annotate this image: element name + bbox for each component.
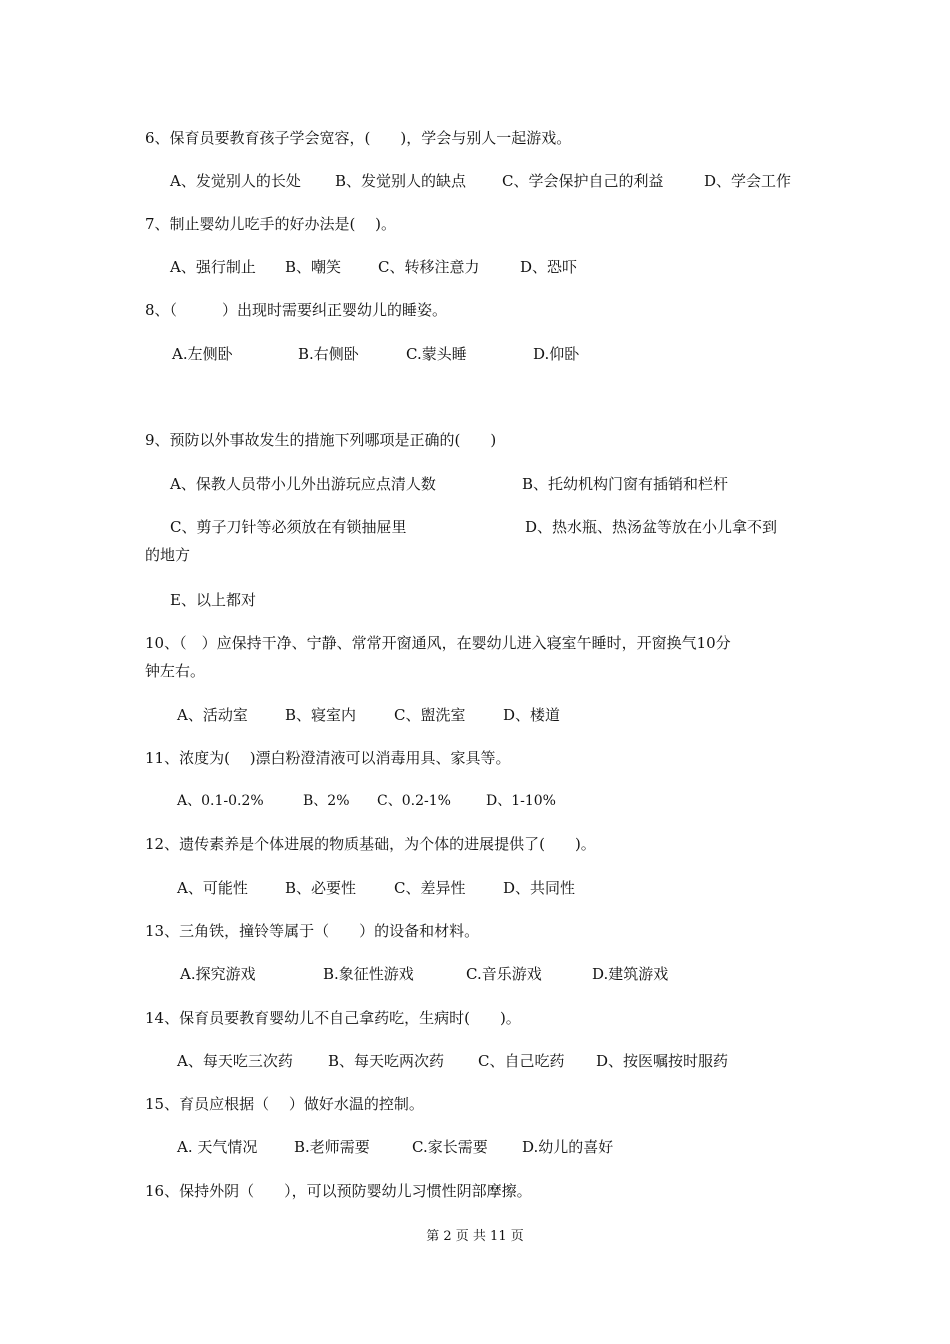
option-b: B、每天吃两次药 [328,1052,445,1070]
option-b: B、寝室内 [285,706,357,724]
question-14-stem: 14、保育员要教育婴幼儿不自己拿药吃，生病时( )。 [145,1009,521,1027]
option-a: A、可能性 [177,879,248,897]
option-d: D、1-10% [486,793,556,809]
option-d: D、学会工作 [704,172,792,190]
option-b: B、发觉别人的缺点 [335,172,467,190]
question-9-stem: 9、预防以外事故发生的措施下列哪项是正确的( ) [145,431,497,449]
option-c: C、盥洗室 [394,706,466,724]
option-c: C、学会保护自己的利益 [502,172,664,190]
option-a: A.探究游戏 [180,965,256,983]
option-c: C、差异性 [394,879,466,897]
option-a: A、每天吃三次药 [177,1052,293,1070]
question-10-stem: 10、（ ）应保持干净、宁静、常常开窗通风，在婴幼儿进入寝室午睡时，开窗换气10分 [145,634,731,652]
question-10-stem-continuation: 钟左右。 [145,662,206,680]
option-d: D、楼道 [503,706,561,724]
option-d: D、共同性 [503,879,576,897]
option-c: C、自己吃药 [478,1052,565,1070]
option-b: B.老师需要 [294,1138,370,1156]
option-b: B.右侧卧 [298,345,359,363]
option-c: C.家长需要 [412,1138,488,1156]
option-a: A、0.1-0.2% [177,793,264,809]
question-13-stem: 13、三角铁，撞铃等属于（ ）的设备和材料。 [145,922,480,940]
option-a: A.左侧卧 [172,345,233,363]
option-c: C、剪子刀针等必须放在有锁抽屉里 [170,518,407,536]
option-b: B、必要性 [285,879,357,897]
option-b: B.象征性游戏 [323,965,414,983]
question-8-stem: 8、（ ）出现时需要纠正婴幼儿的睡姿。 [145,301,448,319]
option-d: D、恐吓 [520,258,578,276]
option-c: C、0.2-1% [377,793,451,809]
page-footer: 第 2 页 共 11 页 [426,1229,524,1244]
question-15-stem: 15、育员应根据（ ）做好水温的控制。 [145,1095,424,1113]
option-d: D、按医嘱按时服药 [596,1052,729,1070]
option-d-continuation: 的地方 [145,546,191,564]
option-a: A、强行制止 [170,258,256,276]
option-d: D.幼儿的喜好 [522,1138,614,1156]
question-16-stem: 16、保持外阴（ ），可以预防婴幼儿习惯性阴部摩擦。 [145,1182,532,1200]
option-d: D.建筑游戏 [592,965,669,983]
option-d: D.仰卧 [533,345,580,363]
option-c: C.蒙头睡 [406,345,467,363]
question-11-stem: 11、浓度为( )漂白粉澄清液可以消毒用具、家具等。 [145,749,511,767]
option-a: A、活动室 [177,706,248,724]
option-c: C、转移注意力 [378,258,480,276]
option-b: B、嘲笑 [285,258,342,276]
option-a: A、保教人员带小儿外出游玩应点清人数 [170,475,436,493]
question-6-stem: 6、保育员要教育孩子学会宽容，( )，学会与别人一起游戏。 [145,129,572,147]
option-e: E、以上都对 [170,591,256,609]
option-a: A. 天气情况 [177,1138,258,1156]
option-c: C.音乐游戏 [466,965,542,983]
option-b: B、2% [303,793,350,809]
question-7-stem: 7、制止婴幼儿吃手的好办法是( )。 [145,215,397,233]
option-b: B、托幼机构门窗有插销和栏杆 [522,475,729,493]
option-a: A、发觉别人的长处 [170,172,301,190]
question-12-stem: 12、遗传素养是个体进展的物质基础，为个体的进展提供了( )。 [145,835,596,853]
option-d: D、热水瓶、热汤盆等放在小儿拿不到 [525,518,778,536]
